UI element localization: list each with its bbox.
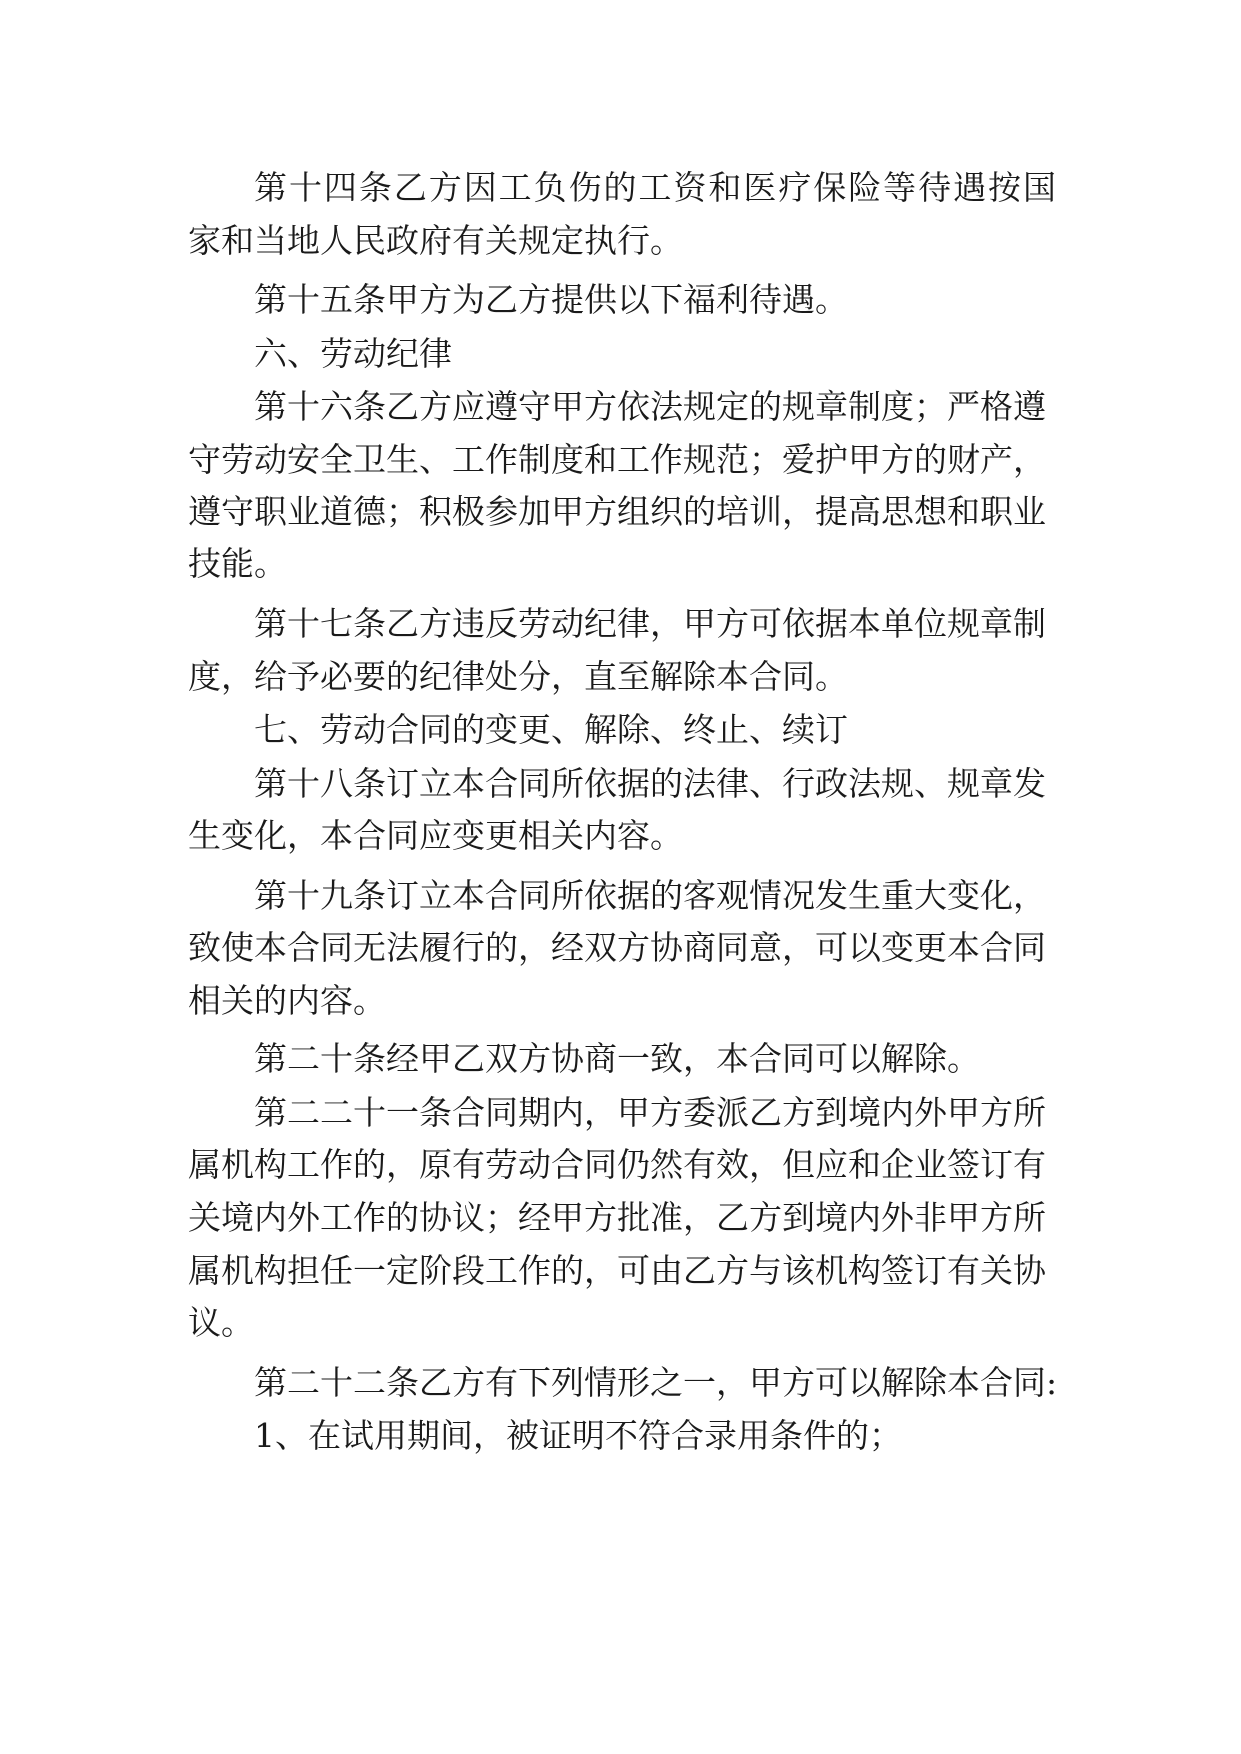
paragraph-line: 致使本合同无法履行的，经双方协商同意，可以变更本合同 (188, 928, 1046, 967)
paragraph-line: 关境内外工作的协议；经甲方批准，乙方到境内外非甲方所 (188, 1198, 1046, 1237)
paragraph-line: 第十四条乙方因工负伤的工资和医疗保险等待遇按国 (254, 168, 1056, 207)
paragraph-line: 议。 (188, 1303, 254, 1342)
paragraph-line: 生变化，本合同应变更相关内容。 (188, 816, 683, 855)
paragraph-line: 第十九条订立本合同所依据的客观情况发生重大变化， (254, 876, 1046, 915)
list-item: 1、在试用期间，被证明不符合录用条件的； (254, 1416, 902, 1455)
section-heading: 七、劳动合同的变更、解除、终止、续订 (254, 710, 848, 749)
paragraph-line: 第十七条乙方违反劳动纪律，甲方可依据本单位规章制 (254, 604, 1046, 643)
paragraph-line: 相关的内容。 (188, 981, 386, 1020)
paragraph-line: 第十六条乙方应遵守甲方依法规定的规章制度；严格遵 (254, 387, 1046, 426)
section-heading: 六、劳动纪律 (254, 334, 452, 373)
paragraph-line: 遵守职业道德；积极参加甲方组织的培训，提高思想和职业 (188, 492, 1046, 531)
paragraph-line: 属机构担任一定阶段工作的，可由乙方与该机构签订有关协 (188, 1251, 1046, 1290)
paragraph-line: 度，给予必要的纪律处分，直至解除本合同。 (188, 657, 848, 696)
paragraph-line: 第二十二条乙方有下列情形之一，甲方可以解除本合同: (254, 1363, 1058, 1402)
paragraph-line: 属机构工作的，原有劳动合同仍然有效，但应和企业签订有 (188, 1145, 1046, 1184)
paragraph-line: 技能。 (188, 544, 287, 583)
paragraph-line: 第二十条经甲乙双方协商一致，本合同可以解除。 (254, 1039, 980, 1078)
paragraph-line: 家和当地人民政府有关规定执行。 (188, 221, 683, 260)
paragraph-line: 第二二十一条合同期内，甲方委派乙方到境内外甲方所 (254, 1093, 1046, 1132)
paragraph-line: 守劳动安全卫生、工作制度和工作规范；爱护甲方的财产， (188, 440, 1046, 479)
paragraph-line: 第十五条甲方为乙方提供以下福利待遇。 (254, 280, 848, 319)
paragraph-line: 第十八条订立本合同所依据的法律、行政法规、规章发 (254, 764, 1046, 803)
